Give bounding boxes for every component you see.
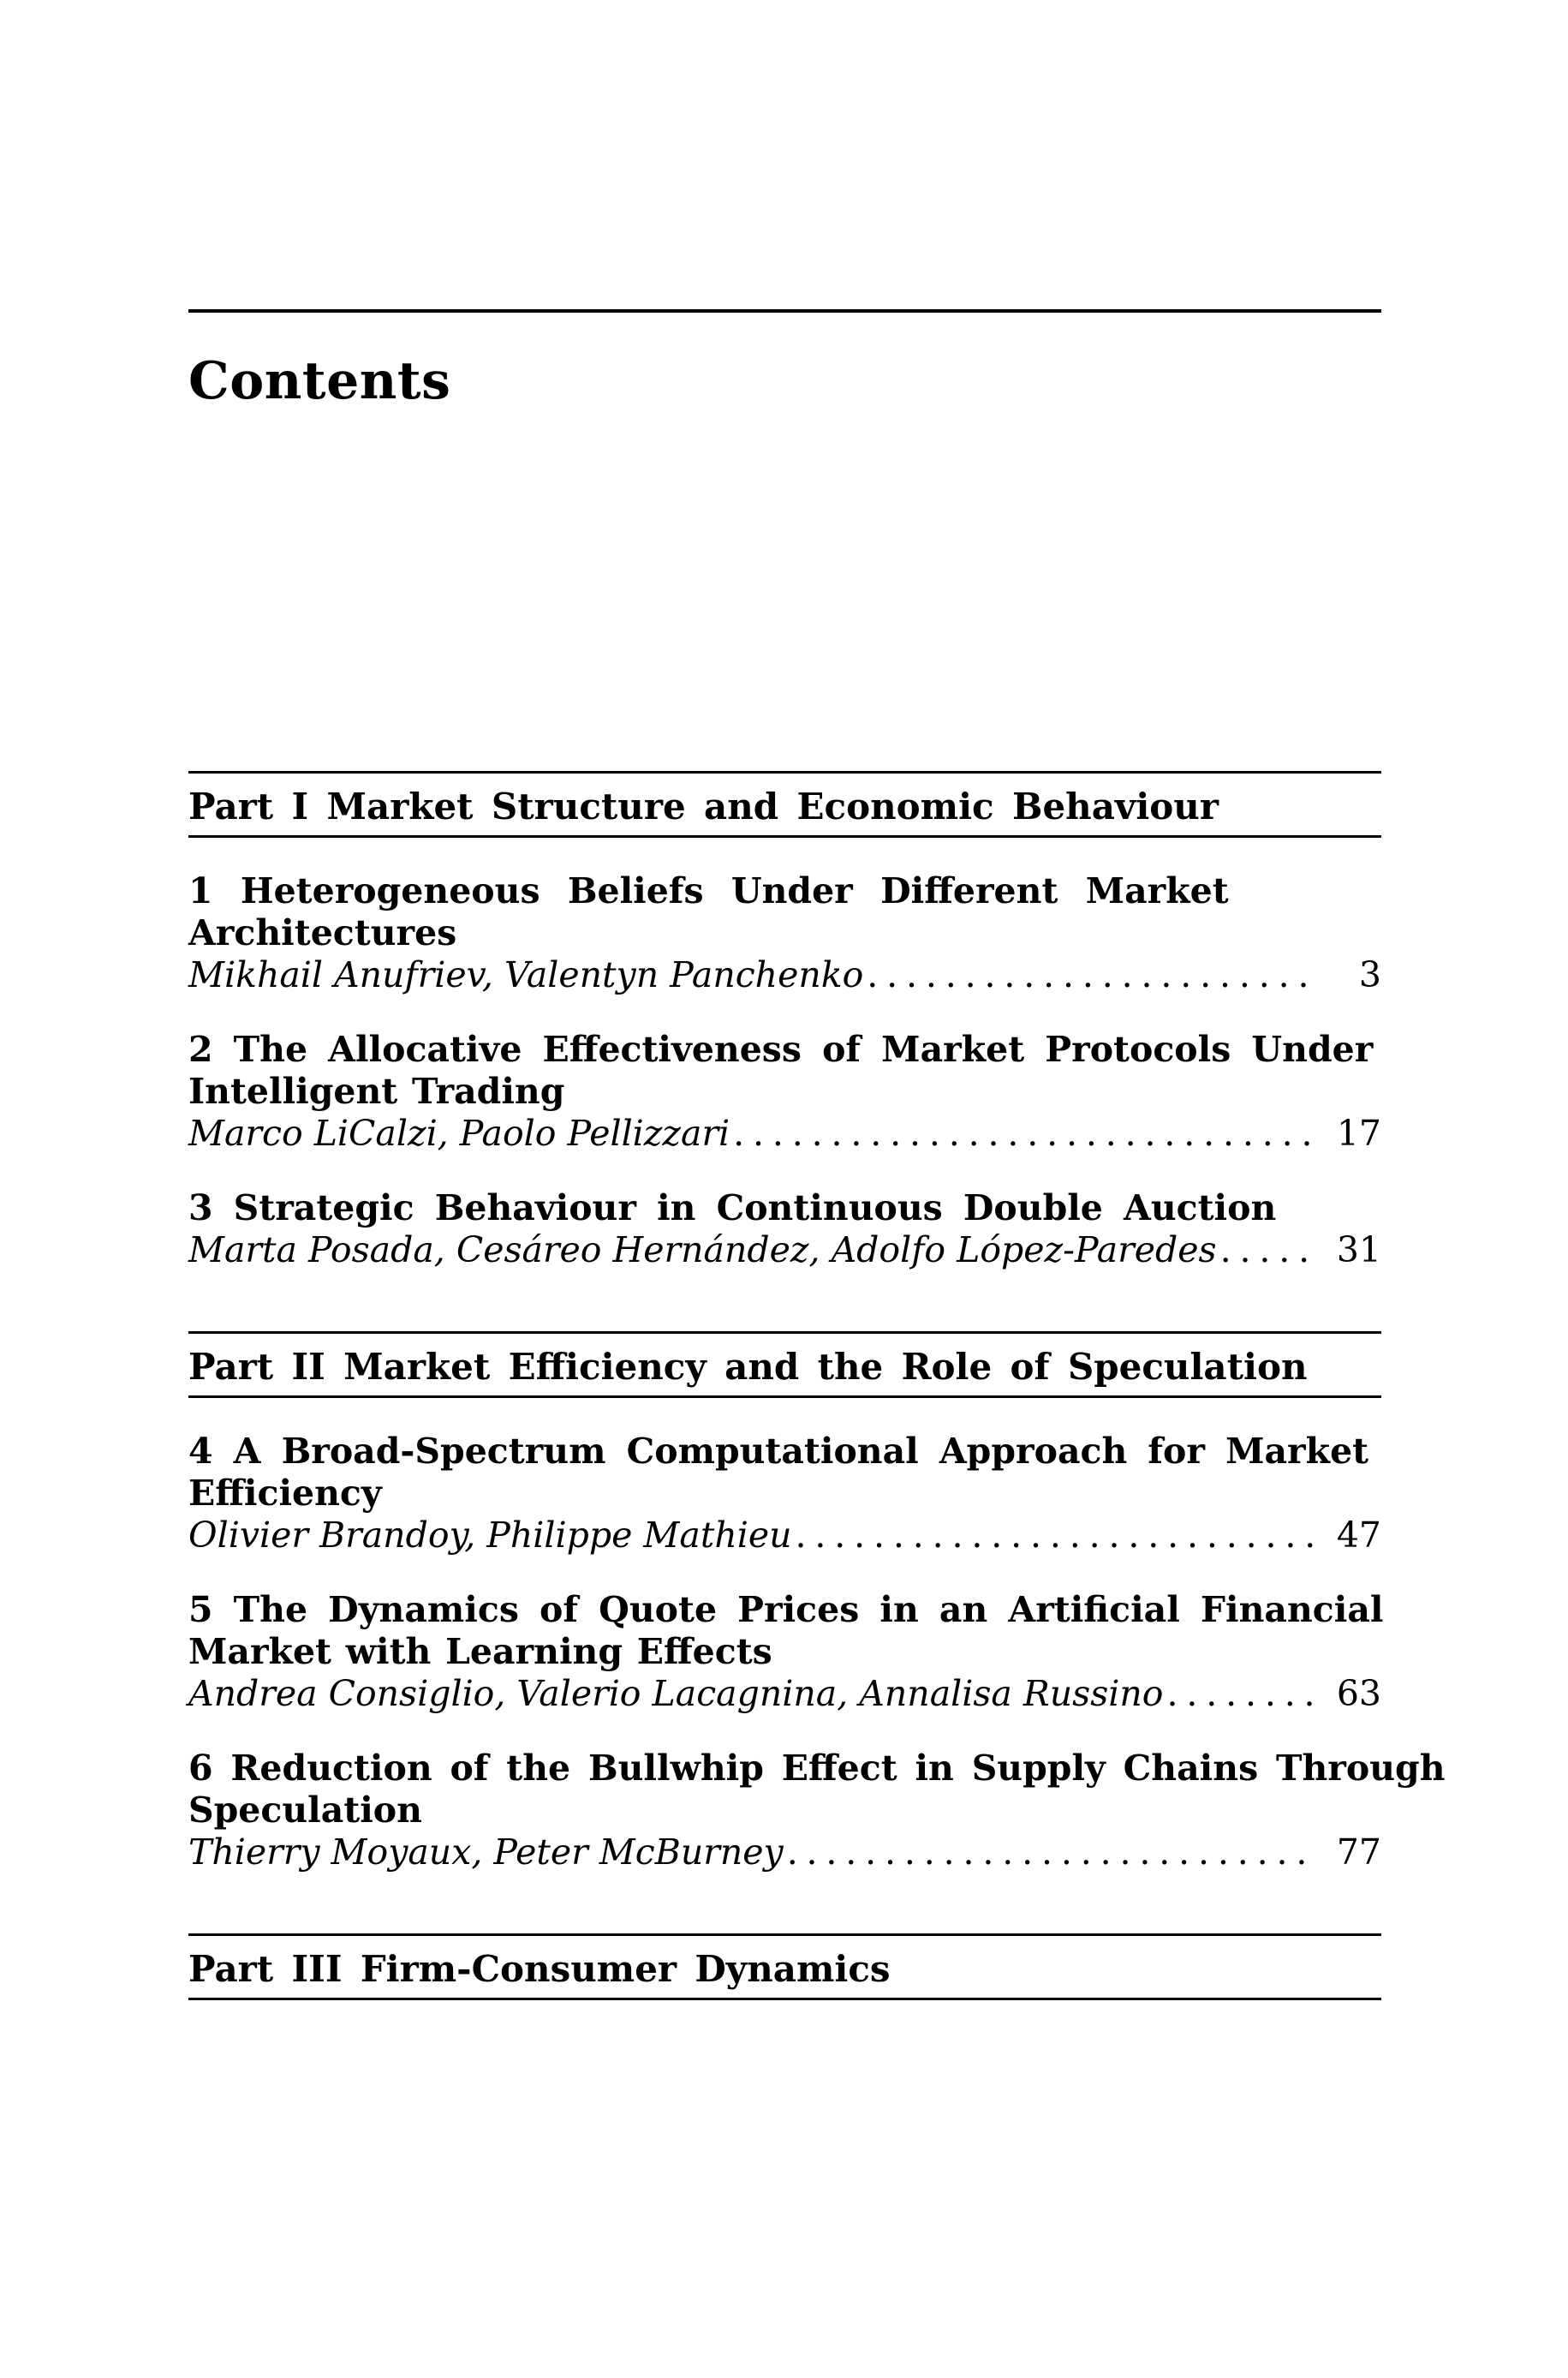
chapter-title-line: Market with Learning Effects (188, 1631, 772, 1672)
dot-leader (796, 1515, 1313, 1556)
chapter-authors: Olivier Brandoy, Philippe Mathieu (188, 1515, 792, 1556)
dot-leader (1220, 1229, 1313, 1271)
dot-leader (867, 954, 1313, 996)
chapter-entry-5 (188, 1589, 1384, 1715)
chapter-authors: Thierry Moyaux, Peter McBurney (188, 1831, 784, 1873)
part-heading: Part II Market Efficiency and the Role of Speculation (188, 1346, 1308, 1388)
part-heading: Part I Market Structure and Economic Behaviour (188, 786, 1219, 828)
chapter-author-row (188, 1831, 1381, 1873)
chapter-authors: Mikhail Anufriev, Valentyn Panchenko (188, 954, 864, 995)
page-number: 47 (1336, 1515, 1381, 1556)
chapter-author-row (188, 954, 1381, 996)
chapter-author-row (188, 1515, 1381, 1556)
header-rule (188, 309, 1381, 313)
part-section-1 (188, 771, 1381, 838)
chapter-entry-2 (188, 1029, 1381, 1155)
chapter-title-line: 4 A Broad-Spectrum Computational Approach for Market (188, 1431, 1369, 1472)
chapter-title-line: 5 The Dynamics of Quote Prices in an Artificial Financial (188, 1589, 1384, 1630)
text-block (188, 0, 1446, 2000)
chapter-entry-3 (188, 1187, 1381, 1271)
chapter-title-line: Efficiency (188, 1473, 382, 1514)
page-number: 77 (1336, 1831, 1381, 1873)
dot-leader (733, 1113, 1313, 1155)
chapter-author-row (188, 1229, 1381, 1271)
chapter-author-row (188, 1113, 1381, 1155)
chapter-title-line: Architectures (188, 912, 457, 953)
chapter-title-line: 3 Strategic Behaviour in Continuous Double Auction (188, 1187, 1277, 1228)
chapter-authors: Marta Posada, Cesáreo Hernández, Adolfo López-Paredes (188, 1229, 1217, 1270)
part-section-3 (188, 1933, 1381, 2000)
page-number: 3 (1358, 954, 1381, 995)
chapter-title-line: 2 The Allocative Effectiveness of Market Protocols Under (188, 1029, 1374, 1070)
chapter-title-line: Speculation (188, 1789, 422, 1831)
chapter-title-line: Intelligent Trading (188, 1071, 565, 1112)
dot-leader (787, 1831, 1313, 1873)
chapter-title-line: 1 Heterogeneous Beliefs Under Different Market (188, 870, 1229, 911)
page-title: Contents (188, 351, 451, 411)
part-section-2 (188, 1331, 1381, 1398)
chapter-authors: Marco LiCalzi, Paolo Pellizzari (188, 1113, 730, 1154)
page-number: 31 (1336, 1229, 1381, 1270)
dot-leader (1166, 1673, 1313, 1715)
chapter-author-row (188, 1673, 1381, 1715)
chapter-entry-1 (188, 870, 1381, 996)
chapter-entry-6 (188, 1748, 1446, 1873)
chapter-title-line: 6 Reduction of the Bullwhip Effect in Supply Chains Through (188, 1748, 1446, 1789)
page-number: 17 (1336, 1113, 1381, 1154)
page-number: 63 (1336, 1673, 1381, 1714)
chapter-entry-4 (188, 1431, 1381, 1556)
chapter-authors: Andrea Consiglio, Valerio Lacagnina, Annalisa Russino (188, 1673, 1164, 1714)
part-heading: Part III Firm-Consumer Dynamics (188, 1948, 891, 1990)
